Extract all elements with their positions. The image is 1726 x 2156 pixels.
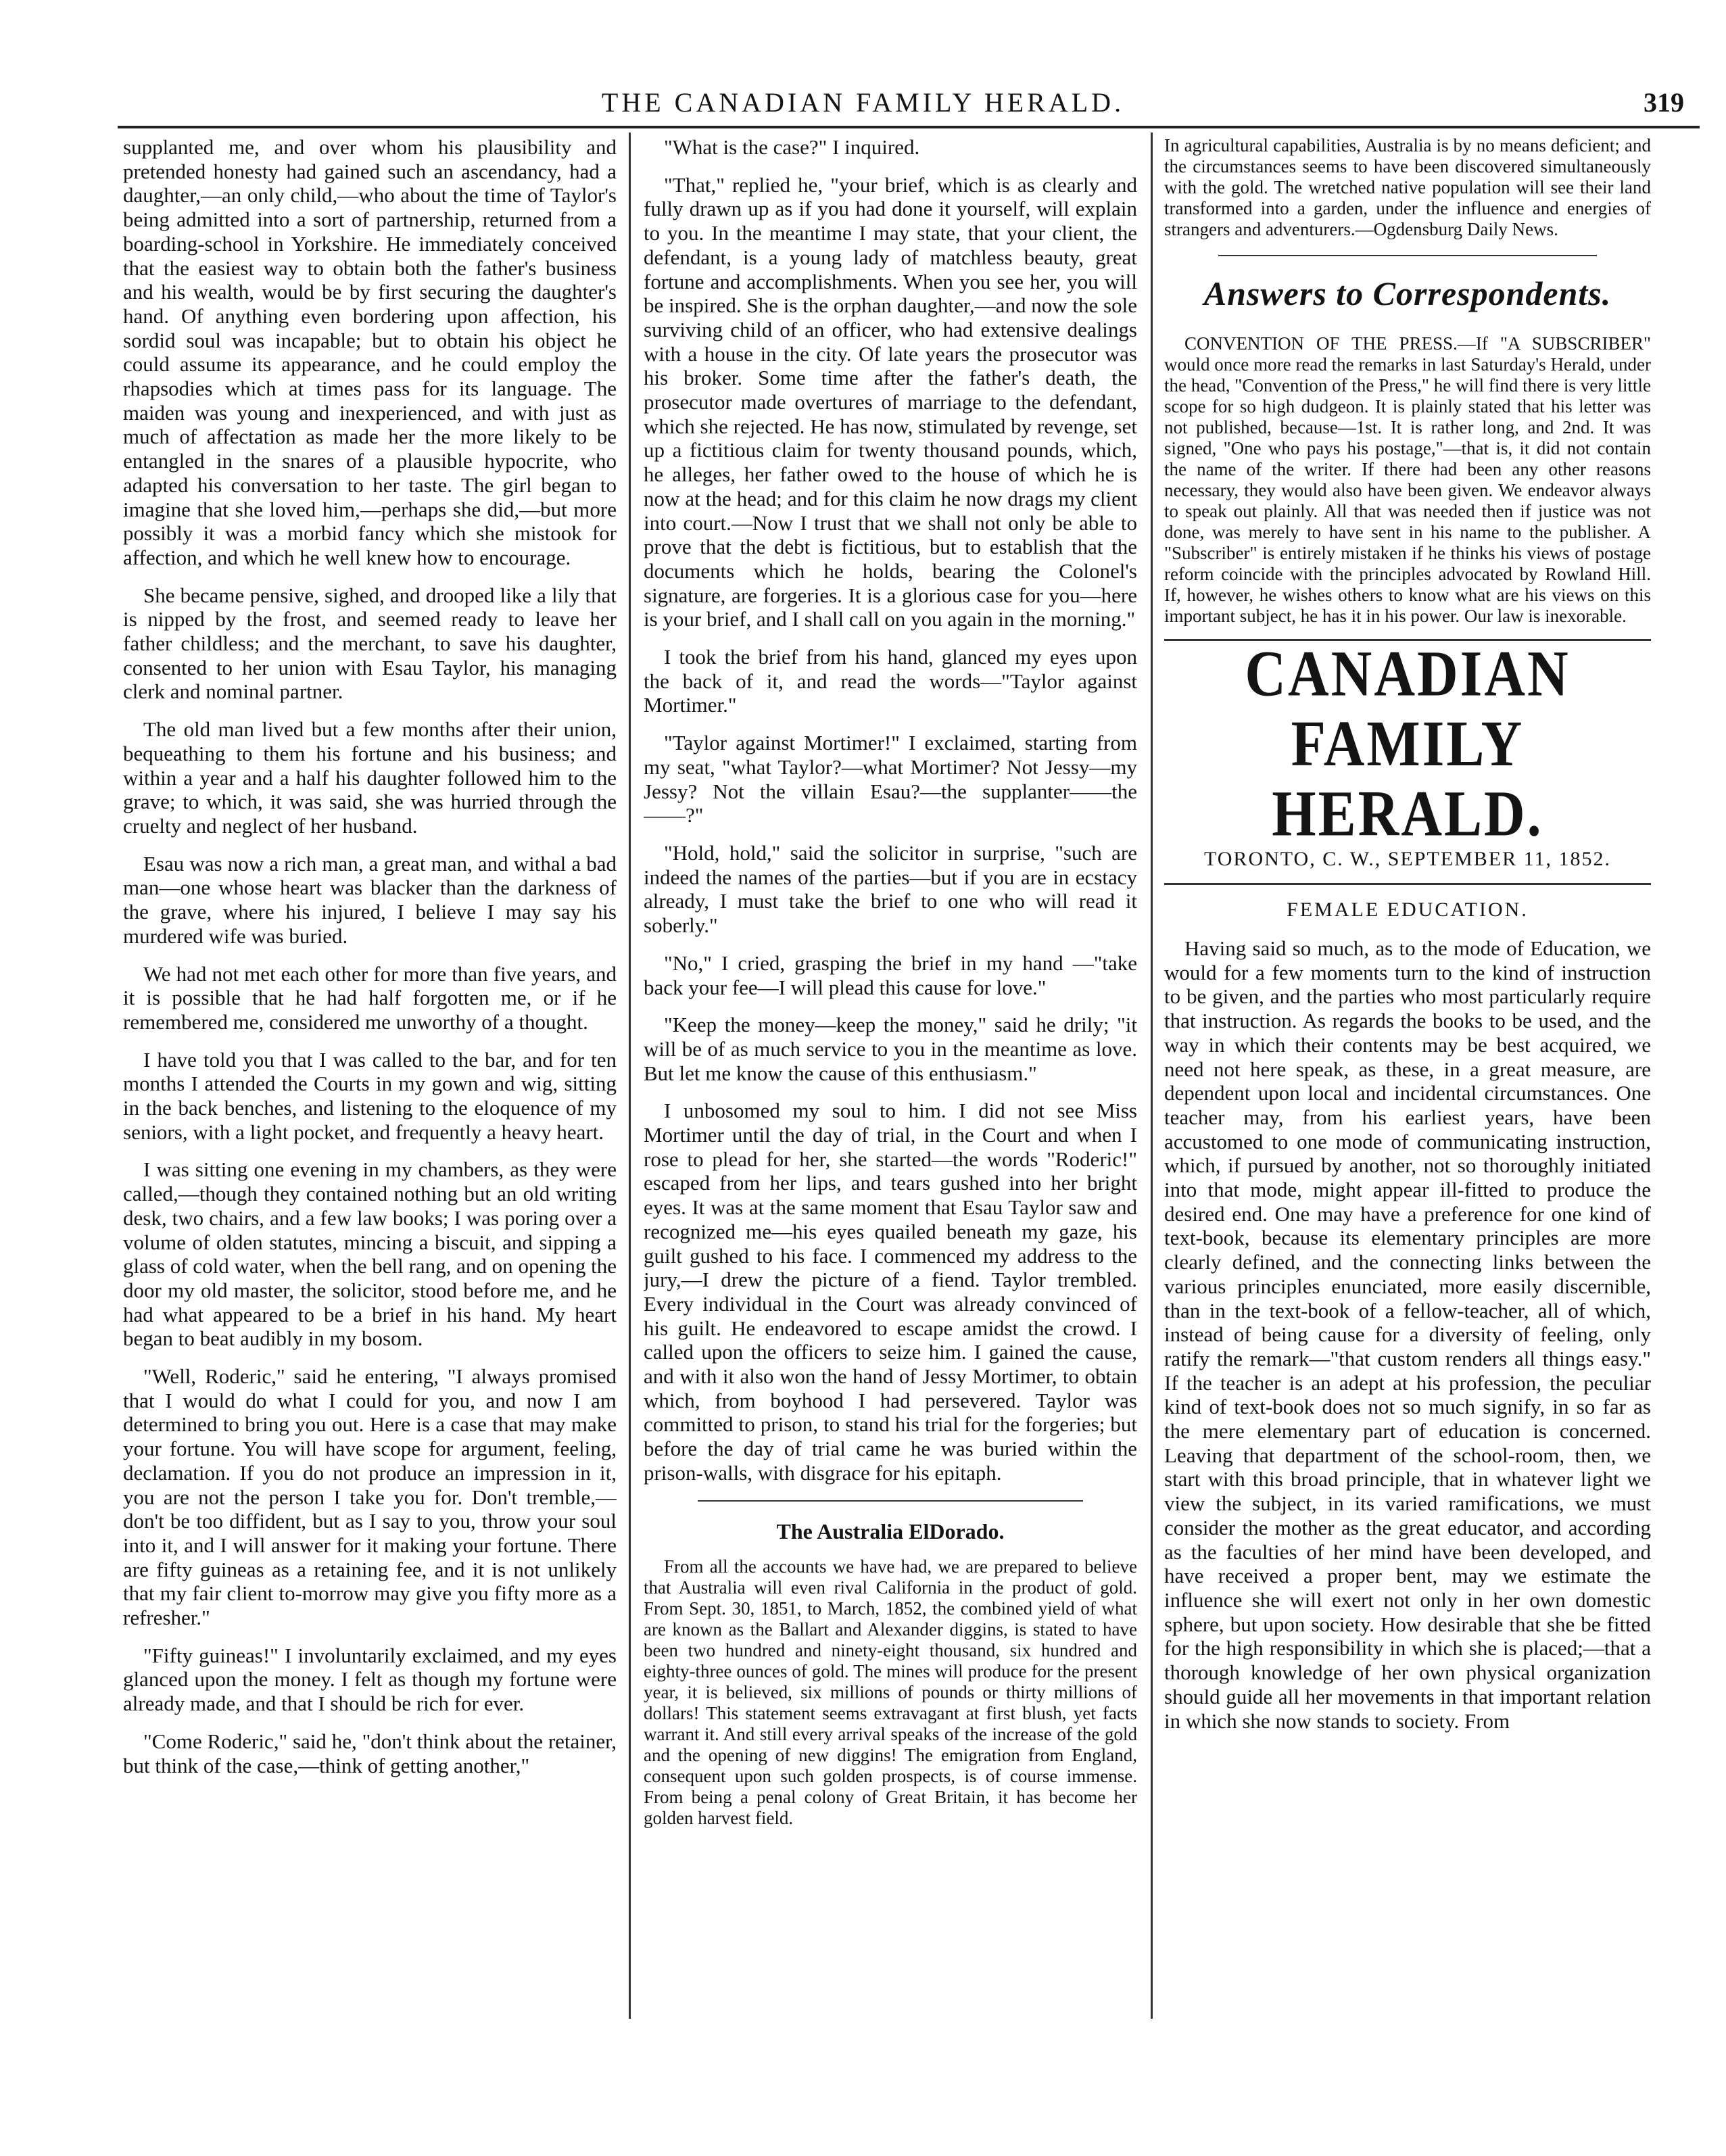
- paragraph: We had not met each other for more than five years, and it is possible that he had half forgotten me, or if he remembered me, considered me unworthy of a thought.: [123, 961, 617, 1034]
- paragraph: "No," I cried, grasping the brief in my hand —"take back your fee—I will plead this cause for love.": [644, 951, 1137, 999]
- paragraph: In agricultural capabilities, Australia is by no means deficient; and the circumstances seems to have been discovered simultaneously with the gold. The wretched native population will see their land transformed into a garden, under the influence and energies of strangers and adventurers.—Ogdensburg Daily News.: [1164, 135, 1651, 239]
- paragraph: Esau was now a rich man, a great man, and withal a bad man—one whose heart was blacker than the darkness of the grave, where his injured, I believe I may say his murdered wife was buried.: [123, 851, 617, 948]
- paragraph: I was sitting one evening in my chambers, as they were called,—though they contained nothing but an old writing desk, two chairs, and a few law books; I was poring over a volume of olden statutes, mincing a biscuit, and sipping a glass of cold water, when the bell rang, and on opening the door my old master, the solicitor, stood before me, and he had what appeared to be a brief in his hand. My heart began to beat audibly in my bosom.: [123, 1157, 617, 1351]
- column-2: [644, 135, 1137, 2028]
- masthead: CANADIAN FAMILY HERALD.: [1245, 638, 1571, 851]
- paragraph: "That," replied he, "your brief, which is as clearly and fully drawn up as if you had done it yourself, will explain to you. In the meantime I may state, that your client, the defendant, is a young lady of matchless beauty, great fortune and accomplishments. When you see her, you will be inspired. She is the orphan daughter,—and now the sole surviving child of an officer, who had extensive dealings with a house in the city. Of late years the prosecutor was his broker. Some time after the father's death, the prosecutor made overtures of marriage to the defendant, which she rejected. He has now, stimulated by revenge, set up a fictitious claim for twenty thousand pounds, which, he alleges, her father owed to the house of which he is now at the head; and for this claim he now drags my client into court.—Now I trust that we shall not only be able to prove that the debt is fictitious, but to establish that the documents which he holds, bearing the Colonel's signature, are forgeries. It is a glorious case for you—here is your brief, and I shall call on you again in the morning.": [644, 172, 1137, 631]
- paragraph: I took the brief from his hand, glanced my eyes upon the back of it, and read the words—"Taylor against Mortimer.": [644, 645, 1137, 717]
- running-title: THE CANADIAN FAMILY HERALD.: [601, 87, 1125, 118]
- page-number: 319: [1644, 87, 1684, 118]
- paragraph: supplanted me, and over whom his plausibility and pretended honesty had gained such an ascendancy, had a daughter,—an only child,—who about the time of Taylor's being admitted into a sort of partnership, returned from a boarding-school in Yorkshire. He immediately conceived that the easiest way to obtain both the father's business and his wealth, would be by first securing the daughter's hand. Of anything even bordering upon affection, his sordid soul was incapable; but to obtain his object he could assume its appearance, and he could employ the rhapsodies which at times pass for its language. The maiden was young and inexperienced, and with just as much of affectation as made her the more likely to be entangled in the snares of a plausible hypocrite, who adapted his conversation to her taste. The girl began to imagine that she loved him,—perhaps she did,—but more possibly it was a morbid fancy which she mistook for affection, and which he well knew how to encourage.: [123, 135, 617, 569]
- paragraph: "What is the case?" I inquired.: [664, 135, 920, 159]
- article-title: The Australia ElDorado.: [776, 1518, 1005, 1543]
- column-divider: [629, 133, 631, 2019]
- masthead-rule: [1164, 883, 1651, 885]
- column-divider: [1151, 133, 1153, 2019]
- column-1: [123, 135, 617, 2028]
- paragraph: I have told you that I was called to the bar, and for ten months I attended the Courts in my gown and wig, sitting in the back benches, and listening to the eloquence of my seniors, with a light pocket, and frequently a heavy heart.: [123, 1047, 617, 1144]
- column-3: [1164, 135, 1651, 2028]
- section-separator: [1218, 255, 1597, 256]
- paragraph: She became pensive, sighed, and drooped like a lily that is nipped by the frost, and seemed ready to leave her father childless; and the merchant, to save his daughter, consented to her union with Esau Taylor, his managing clerk and nominal partner.: [123, 583, 617, 704]
- paragraph: I unbosomed my soul to him. I did not see Miss Mortimer until the day of trial, in the Court and when I rose to plead for her, she started—the words "Roderic!" escaped from her lips, and tears gushed into her bright eyes. It was at the same moment that Esau Taylor saw and recognized me—his eyes quailed beneath my gaze, his guilt gushed to his face. I commenced my address to the jury,—I drew the picture of a fiend. Taylor trembled. Every individual in the Court was already convinced of his guilt. He endeavored to escape amidst the crowd. I called upon the officers to seize him. I gained the cause, and with it also won the hand of Jessy Mortimer, to obtain which, from boyhood I had persevered. Taylor was committed to prison, to stand his trial for the forgeries; but before the day of trial came he was buried within the prison-walls, with disgrace for his epitaph.: [644, 1099, 1137, 1485]
- paragraph: CONVENTION OF THE PRESS.—If "A SUBSCRIBER" would once more read the remarks in last Saturday's Herald, under the head, "Convention of the Press," he will find there is very little scope for so high dudgeon. It is plainly stated that his letter was not published, because—1st. It is rather long, and 2nd. It was signed, "One who pays his postage,"—that is, it did not contain the name of the writer. If there had been any other reasons necessary, they would also have been given. We endeavor always to speak out plainly. All that was needed then if justice was not done, was merely to have sent in his name to the publisher. A "Subscriber" is entirely mistaken if he thinks his views of postage reform coincide with the principles advocated by Rowland Hill. If, however, he wishes others to know what are his views on this important subject, he has it in his power. Our law is inexorable.: [1164, 333, 1651, 626]
- paragraph: "Taylor against Mortimer!" I exclaimed, starting from my seat, "what Taylor?—what Mortimer? Not Jessy—my Jessy? Not the villain Esau?—the supplanter——the——?": [644, 731, 1137, 828]
- paragraph: "Well, Roderic," said he entering, "I always promised that I would do what I could for you, and now I am determined to bring you out. Here is a case that may make your fortune. You will have scope for argument, feeling, declamation. If you do not produce an impression in it, you are not the person I take you for. Don't tremble,—don't be too diffident, but as I say to you, throw your soul into it, and I will answer for it making your fortune. There are fifty guineas as a retaining fee, and it is not unlikely that my fair client to-morrow may give you fifty more as a refresher.": [123, 1364, 617, 1630]
- dateline: TORONTO, C. W., SEPTEMBER 11, 1852.: [1203, 848, 1612, 870]
- paragraph: "Fifty guineas!" I involuntarily exclaimed, and my eyes glanced upon the money. I felt as though my fortune were already made, and that I should be rich for ever.: [123, 1643, 617, 1716]
- paragraph: "Hold, hold," said the solicitor in surprise, "such are indeed the names of the parties—but if you are in ecstacy already, I must take the brief to one who will read it soberly.": [644, 840, 1137, 938]
- paragraph: From all the accounts we have had, we are prepared to believe that Australia will even rival California in the product of gold. From Sept. 30, 1851, to March, 1852, the combined yield of what are known as the Ballart and Alexander diggins, is stated to have been two hundred and ninety-eight thousand, six hundred and eighty-three ounces of gold. The mines will produce for the present year, it is believed, six millions of pounds or thirty millions of dollars! This statement seems extravagant at first blush, yet facts warrant it. And still every arrival speaks of the increase of the gold and the opening of new diggins! The emigration from England, consequent upon such golden prospects, is of course immense. From being a penal colony of Great Britain, it has become her golden harvest field.: [644, 1556, 1137, 1828]
- article-separator: [698, 1500, 1083, 1502]
- answers-heading: Answers to Correspondents.: [1203, 274, 1612, 312]
- paragraph: Having said so much, as to the mode of Education, we would for a few moments turn to the kind of instruction to be given, and the parties who most particularly require that instruction. As regards the books to be used, and the way in which their contents may be best acquired, we need not here speak, as these, in a great measure, are dependent upon local and incidental circumstances. One teacher may, from his earliest years, have been accustomed to one mode of communicating instruction, which, if pursued by another, not so thoroughly initiated into that mode, might appear ill-fitted to produce the desired end. One may have a preference for one kind of text-book, because its elementary principles are more clearly defined, and the connecting links between the various principles enunciated, more easily discernible, than in the text-book of a fellow-teacher, all of which, instead of being cause for a diversity of feeling, only ratify the remark—"that custom renders all things easy." If the teacher is an adept at his profession, the peculiar kind of text-book does not so much signify, in so far as the mere elementary part of education is concerned. Leaving that department of the school-room, then, we start with this broad principle, that in whatever light we view the subject, in its varied ramifications, we must consider the mother as the great educator, and according as the faculties of her mind have been developed, and have received a proper bent, may we estimate the influence she will exert not only in her own domestic sphere, but upon society. How desirable that she be fitted for the high responsibility in which she is placed;—that a thorough knowledge of her own physical organization should guide all her movements in that important relation in which she now stands to society. From: [1164, 936, 1651, 1733]
- paragraph: "Keep the money—keep the money," said he drily; "it will be of as much service to you in the meantime as love. But let me know the cause of this enthusiasm.": [644, 1013, 1137, 1085]
- paragraph: The old man lived but a few months after their union, bequeathing to them his fortune and his business; and within a year and a half his daughter followed him to the grave; to which, it was said, she was hurried through the cruelty and neglect of her husband.: [123, 717, 617, 838]
- article-title: FEMALE EDUCATION.: [1287, 899, 1529, 921]
- header-rule: [118, 126, 1700, 128]
- running-head: [0, 87, 1726, 127]
- paragraph: "Come Roderic," said he, "don't think about the retainer, but think of the case,—think of getting another,": [123, 1729, 617, 1777]
